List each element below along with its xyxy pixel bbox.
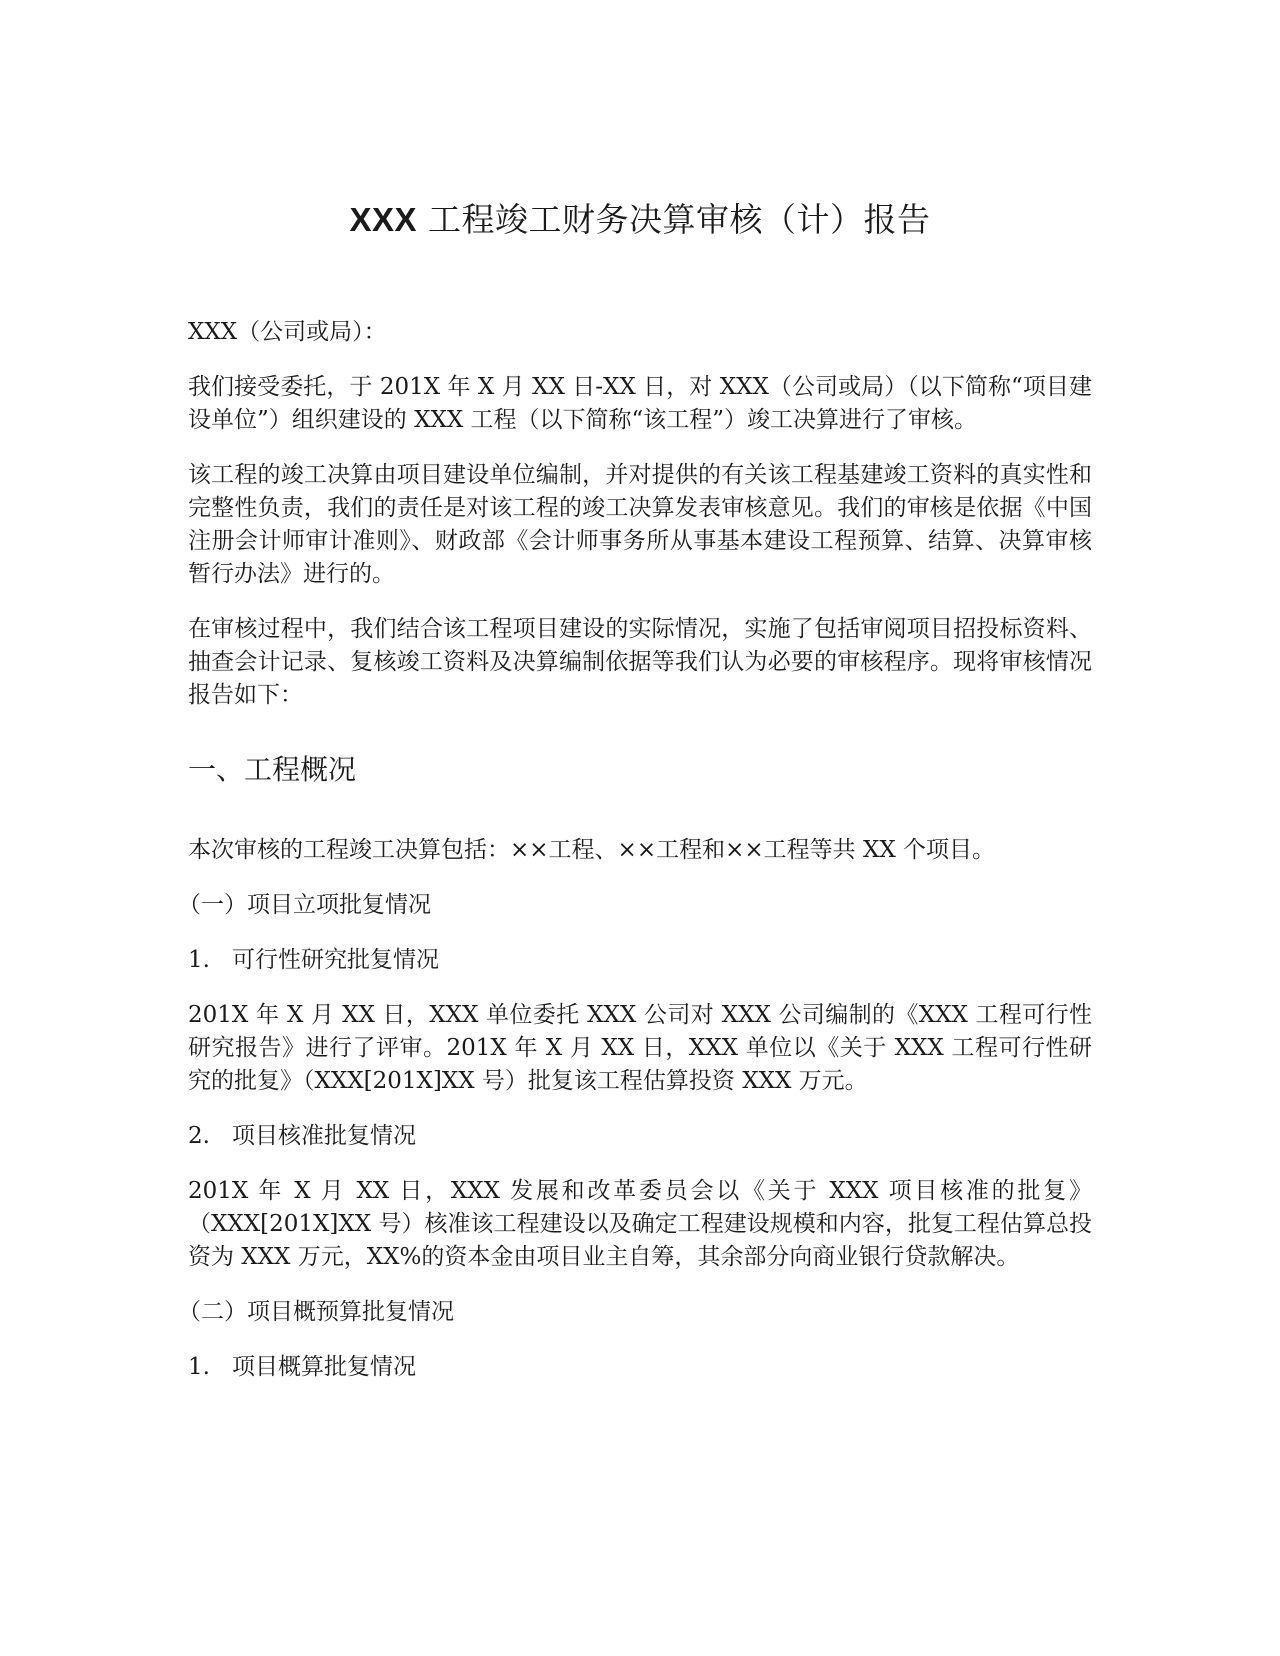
numbered-heading-estimate [188, 1351, 1092, 1384]
document-body [178, 196, 1092, 1406]
numbered-heading-feasibility [188, 944, 1092, 977]
document-title [188, 196, 1092, 244]
paragraph-engagement: 我们接受委托，于 201X 年 X 月 XX 日-XX 日，对 XXX（公司或局）（以下简称“项目建设单位”）组织建设的 XXX 工程（以下简称“该工程”）竣工决算进行了审核。 [188, 374, 1092, 433]
section-intro: 本次审核的工程竣工决算包括：××工程、××工程和××工程等共 XX 个项目。 [188, 837, 995, 863]
item-number: 2. [188, 1123, 210, 1149]
paragraph-approval: 201X 年 X 月 XX 日，XXX 发展和改革委员会以《关于 XXX 项目核准的批复》（XXX[201X]XX 号）核准该工程建设以及确定工程建设规模和内容，批复工程估算总投资为 XXX 万元，XX%的资本金由项目业主自筹，其余部分向商业银行贷款解决。 [188, 1178, 1092, 1270]
numbered-heading-approval [188, 1120, 1092, 1153]
item-label: 项目概算批复情况 [232, 1354, 416, 1380]
item-label: 项目核准批复情况 [232, 1123, 416, 1149]
salutation: XXX（公司或局）： [188, 319, 387, 345]
item-label: 可行性研究批复情况 [232, 947, 439, 973]
section-heading-project-overview: 一、工程概况 [188, 753, 357, 786]
paragraph-feasibility: 201X 年 X 月 XX 日，XXX 单位委托 XXX 公司对 XXX 公司编制的《XXX 工程可行性研究报告》进行了评审。201X 年 X 月 XX 日，XXX 单位以《关于 XXX 工程可行性研究的批复》（XXX[201X]XX 号）批复该工程估算投资 XXX 万元。 [188, 1002, 1092, 1094]
title-prefix: XXX [349, 201, 418, 238]
subsection-heading-approval: （一）项目立项批复情况 [178, 892, 431, 918]
paragraph-procedures: 在审核过程中，我们结合该工程项目建设的实际情况，实施了包括审阅项目招投标资料、抽查会计记录、复核竣工资料及决算编制依据等我们认为必要的审核程序。现将审核情况报告如下： [188, 616, 1092, 708]
title-text: 工程竣工财务决算审核（计）报告 [417, 200, 931, 239]
paragraph-responsibility: 该工程的竣工决算由项目建设单位编制，并对提供的有关该工程基建竣工资料的真实性和完整性负责，我们的责任是对该工程的竣工决算发表审核意见。我们的审核是依据《中国注册会计师审计准则》、财政部《会计师事务所从事基本建设工程预算、结算、决算审核暂行办法》进行的。 [188, 462, 1092, 587]
item-number: 1. [188, 947, 210, 973]
subsection-heading-budget: （二）项目概预算批复情况 [178, 1299, 454, 1325]
item-number: 1. [188, 1354, 210, 1380]
